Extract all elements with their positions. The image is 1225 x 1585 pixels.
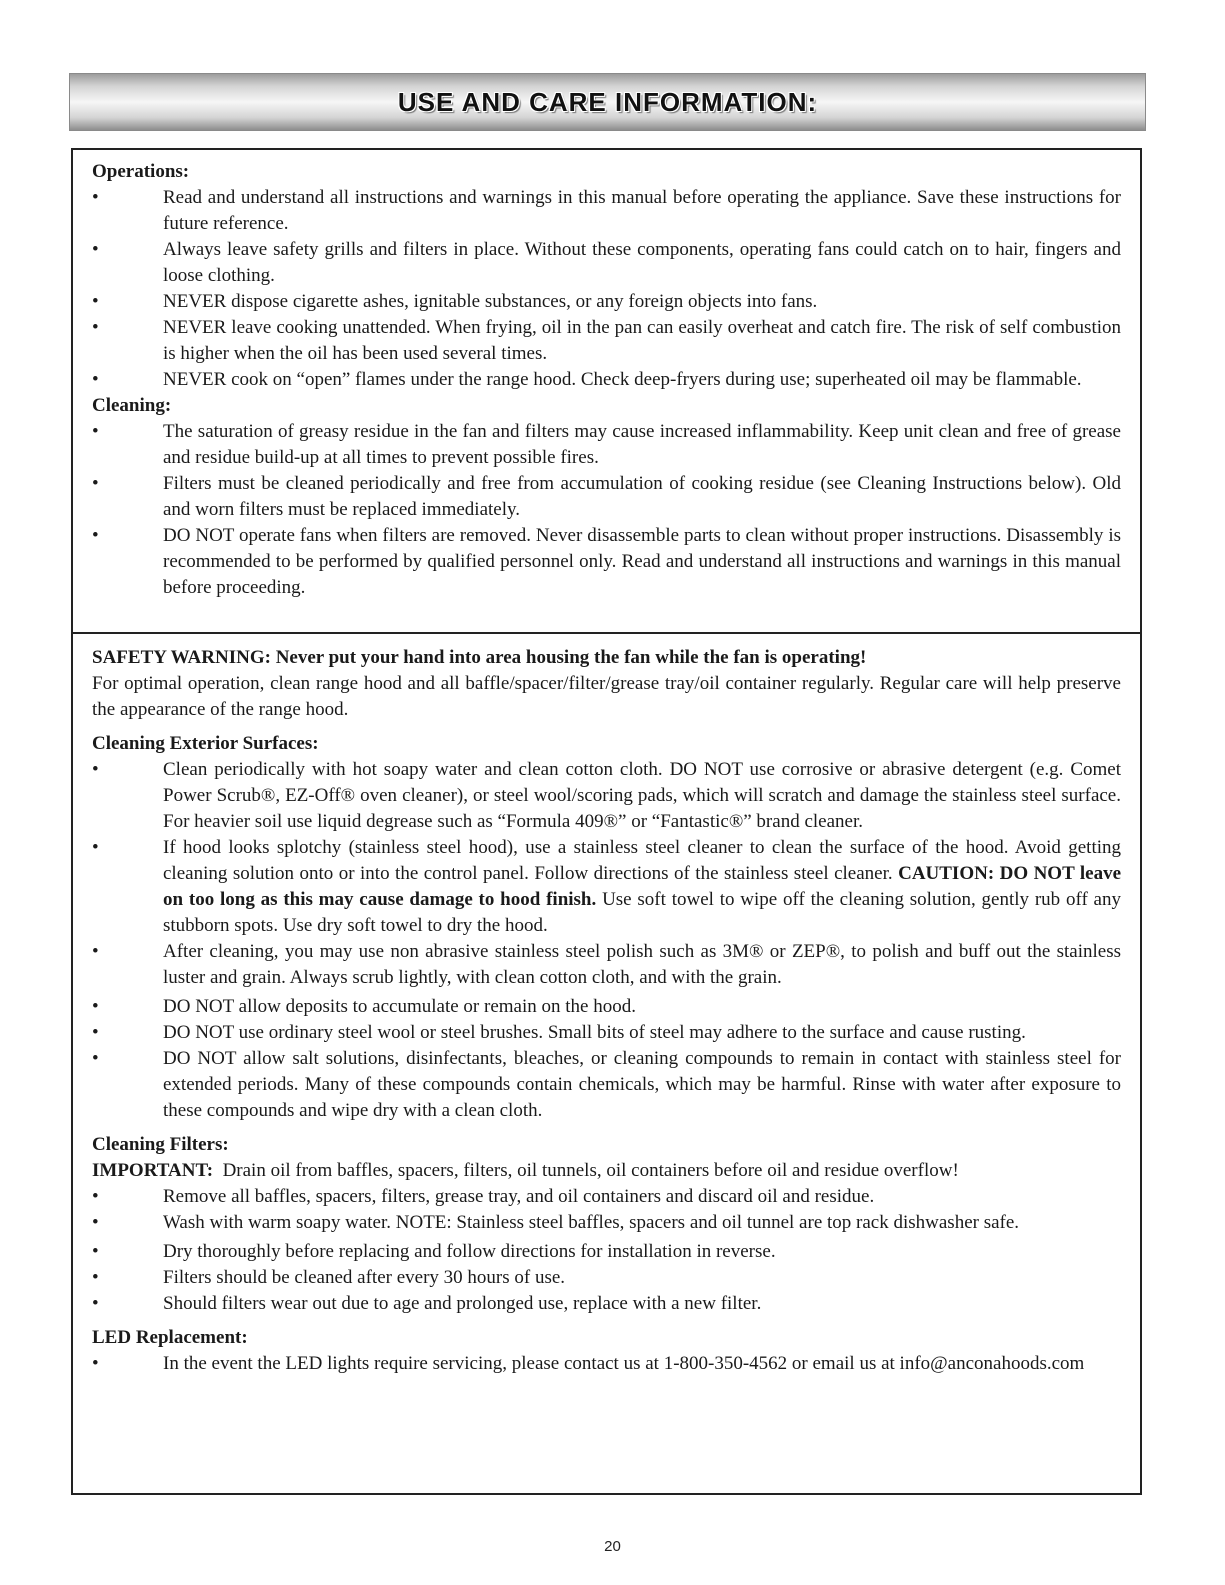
list-item-text: Filters must be cleaned periodically and free from accumulation of cooking residue (see Cleaning Instructions below). Old and worn filters must be replaced immediately. <box>163 473 1121 520</box>
list-item <box>92 367 1121 393</box>
bullet-icon: • <box>92 317 99 338</box>
list-item-text: NEVER dispose cigarette ashes, ignitable substances, or any foreign objects into fans. <box>163 291 818 312</box>
bullet-icon: • <box>92 941 99 962</box>
list-item-text: DO NOT use ordinary steel wool or steel brushes. Small bits of steel may adhere to the surface and cause rusting. <box>163 1022 1026 1043</box>
list-item-text: DO NOT allow salt solutions, disinfectants, bleaches, or cleaning compounds to remain in contact with stainless steel for extended periods. Many of these compounds contain chemicals, which may be harmful. Rinse with water after exposure to these compounds and wipe dry with a clean cloth. <box>163 1048 1121 1121</box>
bullet-icon: • <box>92 996 99 1017</box>
list-item <box>92 1184 1121 1210</box>
operations-cleaning-box <box>71 148 1142 634</box>
cleaning-list <box>92 419 1121 601</box>
list-item <box>92 835 1121 939</box>
title-banner <box>69 73 1146 131</box>
bullet-icon: • <box>92 525 99 546</box>
list-item <box>92 523 1121 601</box>
filters-heading: Cleaning Filters: <box>92 1134 229 1155</box>
bullet-icon: • <box>92 1022 99 1043</box>
list-item <box>92 1046 1121 1124</box>
list-item-text: Filters should be cleaned after every 30 hours of use. <box>163 1267 566 1288</box>
list-item <box>92 1351 1121 1377</box>
list-item-text: Clean periodically with hot soapy water and clean cotton cloth. DO NOT use corrosive or abrasive detergent (e.g. Comet Power Scrub®, EZ-Off® oven cleaner), or steel wool/scoring pads, which will scratch and damage the stainless steel surface. For heavier soil use liquid degrease such as “Formula 409®” or “Fantastic®” brand cleaner. <box>163 759 1121 832</box>
list-item <box>92 289 1121 315</box>
led-list <box>92 1351 1121 1377</box>
list-item-text: Always leave safety grills and filters in place. Without these components, operating fans could catch on to hair, fingers and loose clothing. <box>163 239 1121 286</box>
list-item-text: NEVER cook on “open” flames under the range hood. Check deep-fryers during use; superheated oil may be flammable. <box>163 369 1082 390</box>
list-item <box>92 1020 1121 1046</box>
bullet-icon: • <box>92 759 99 780</box>
bullet-icon: • <box>92 1186 99 1207</box>
list-item <box>92 1291 1121 1317</box>
care-instructions-box <box>71 632 1142 1495</box>
bullet-icon: • <box>92 1353 99 1374</box>
bullet-icon: • <box>92 369 99 390</box>
list-item <box>92 1239 1121 1265</box>
list-item-text: NEVER leave cooking unattended. When frying, oil in the pan can easily overheat and catch fire. The risk of self combustion is higher when the oil has been used several times. <box>163 317 1121 364</box>
caution-text: CAUTION: DO NOT leave on too long as this may cause damage to hood finish. <box>163 863 1121 910</box>
list-item-text: DO NOT allow deposits to accumulate or remain on the hood. <box>163 996 636 1017</box>
list-item <box>92 994 1121 1020</box>
filters-important <box>92 1158 1121 1184</box>
bullet-icon: • <box>92 1267 99 1288</box>
list-item <box>92 237 1121 289</box>
list-item <box>92 471 1121 523</box>
list-item-text: The saturation of greasy residue in the fan and filters may cause increased inflammability. Keep unit clean and free of grease and residue build-up at all times to prevent possible fires. <box>163 421 1121 468</box>
list-item-text: If hood looks splotchy (stainless steel hood), use a stainless steel cleaner to clean the surface of the hood. Avoid getting cleaning solution onto or into the control panel. Follow directions of the stainless steel cleaner. <box>163 837 1121 884</box>
bullet-icon: • <box>92 837 99 858</box>
bullet-icon: • <box>92 473 99 494</box>
safety-warning: SAFETY WARNING: Never put your hand into area housing the fan while the fan is operating! <box>92 647 867 668</box>
operations-list <box>92 185 1121 393</box>
bullet-icon: • <box>92 421 99 442</box>
list-item <box>92 419 1121 471</box>
list-item <box>92 939 1121 991</box>
operations-heading: Operations: <box>92 161 190 182</box>
list-item-text: After cleaning, you may use non abrasive stainless steel polish such as 3M® or ZEP®, to polish and buff out the stainless luster and grain. Always scrub lightly, with clean cotton cloth, and with the grain. <box>163 941 1121 988</box>
important-label: IMPORTANT: <box>92 1160 214 1181</box>
bullet-icon: • <box>92 187 99 208</box>
page-number: 20 <box>604 1538 621 1555</box>
list-item-text: Dry thoroughly before replacing and follow directions for installation in reverse. <box>163 1241 776 1262</box>
list-item-text: DO NOT operate fans when filters are removed. Never disassemble parts to clean without proper instructions. Disassembly is recommended to be performed by qualified personnel only. Read and understand all instructions and warnings in this manual before proceeding. <box>163 525 1121 598</box>
list-item-text: Wash with warm soapy water. NOTE: Stainless steel baffles, spacers and oil tunnel are top rack dishwasher safe. <box>163 1212 1020 1233</box>
list-item-text: Remove all baffles, spacers, filters, grease tray, and oil containers and discard oil and residue. <box>163 1186 875 1207</box>
list-item <box>92 315 1121 367</box>
list-item-text: Read and understand all instructions and warnings in this manual before operating the appliance. Save these instructions for future reference. <box>163 187 1121 234</box>
bullet-icon: • <box>92 1241 99 1262</box>
list-item <box>92 757 1121 835</box>
filters-list <box>92 1184 1121 1317</box>
cleaning-heading: Cleaning: <box>92 395 172 416</box>
exterior-list <box>92 757 1121 1124</box>
bullet-icon: • <box>92 1212 99 1233</box>
bullet-icon: • <box>92 239 99 260</box>
list-item-text: Should filters wear out due to age and prolonged use, replace with a new filter. <box>163 1293 762 1314</box>
exterior-heading: Cleaning Exterior Surfaces: <box>92 733 319 754</box>
list-item-text: Use soft towel to wipe off the cleaning solution, gently rub off any stubborn spots. Use dry soft towel to dry the hood. <box>163 889 1121 936</box>
list-item-text: In the event the LED lights require servicing, please contact us at 1-800-350-4562 or email us at info@anconahoods.com <box>163 1353 1085 1374</box>
bullet-icon: • <box>92 291 99 312</box>
list-item <box>92 185 1121 237</box>
bullet-icon: • <box>92 1048 99 1069</box>
bullet-icon: • <box>92 1293 99 1314</box>
page-title: USE AND CARE INFORMATION: <box>397 86 818 117</box>
led-heading: LED Replacement: <box>92 1327 248 1348</box>
safety-intro: For optimal operation, clean range hood and all baffle/spacer/filter/grease tray/oil container regularly. Regular care will help preserve the appearance of the range hood. <box>92 673 1121 720</box>
important-text: Drain oil from baffles, spacers, filters, oil tunnels, oil containers before oil and residue overflow! <box>222 1160 959 1181</box>
list-item <box>92 1210 1121 1236</box>
list-item <box>92 1265 1121 1291</box>
